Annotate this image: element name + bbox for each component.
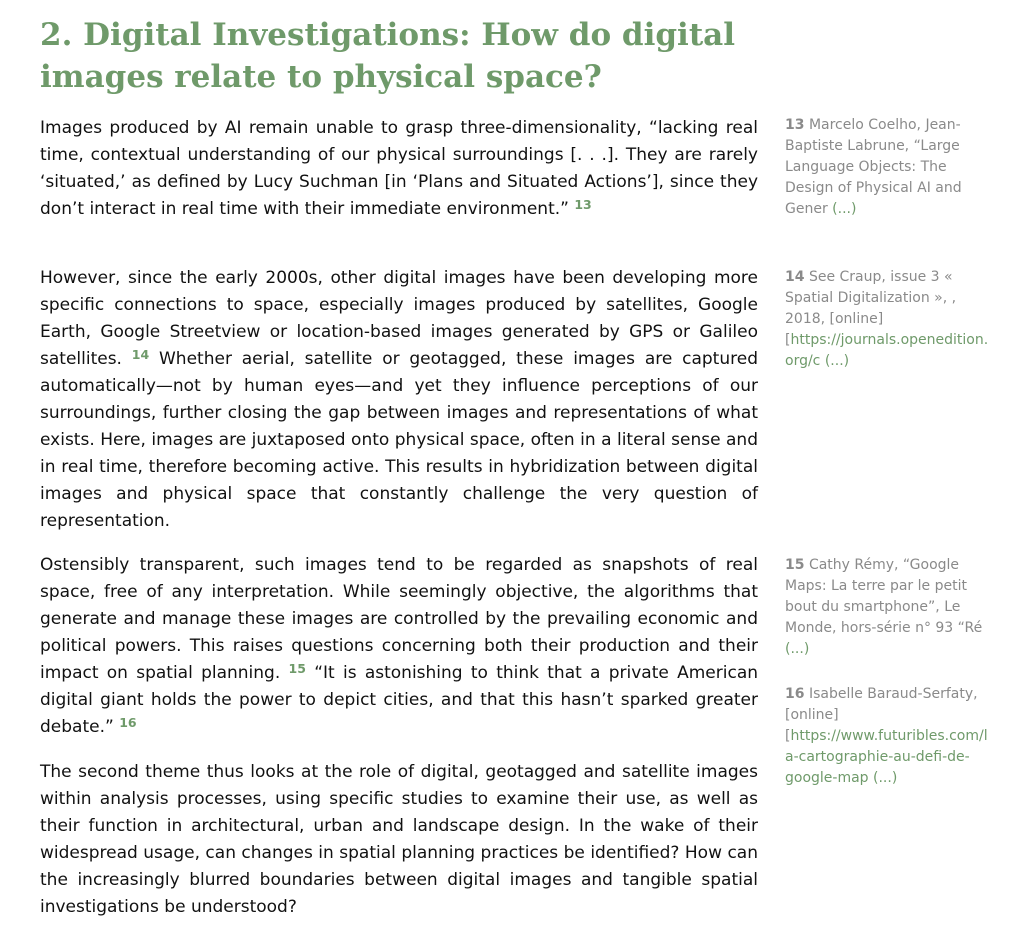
footnote-ref-13[interactable]: 13 bbox=[574, 197, 592, 212]
note-url-link[interactable]: https://www.futuribles.com/la-cartographie-au-defi-de-google-map bbox=[785, 728, 988, 786]
paragraph-2 bbox=[40, 265, 758, 535]
note-number: 15 bbox=[785, 557, 805, 573]
note-text: Isabelle Baraud-Serfaty, [online] [ bbox=[785, 686, 978, 744]
note-number: 14 bbox=[785, 269, 805, 285]
note-more-link[interactable]: (...) bbox=[824, 353, 850, 369]
section-heading: 2. Digital Investigations: How do digital images relate to physical space? bbox=[40, 17, 736, 95]
note-url-link[interactable]: https://journals.openedition.org/c bbox=[785, 332, 989, 369]
sidenote-15 bbox=[785, 555, 990, 660]
sidenote-14 bbox=[785, 267, 990, 372]
paragraph-1 bbox=[40, 115, 758, 223]
note-number: 13 bbox=[785, 117, 805, 133]
note-text: Marcelo Coelho, Jean-Baptiste Labrune, “Large Language Objects: The Design of Physical AI and Gener bbox=[785, 117, 962, 217]
sidenote-16 bbox=[785, 684, 990, 789]
paragraph-text: Images produced by AI remain unable to grasp three-dimensionality, “lacking real time, contextual understanding of our physical surroundings [. . .]. They are rarely ‘situated,’ as defined by Lucy Suchman [in ‘Plans and Situated Actions’], since they don’t interact in real time with their immediate environment.” bbox=[40, 118, 758, 219]
paragraph-text: “It is astonishing to think that a private American digital giant holds the power to depict cities, and that this hasn’t sparked greater debate.” bbox=[40, 663, 759, 737]
sidenote-13 bbox=[785, 115, 990, 220]
paragraph-text: Whether aerial, satellite or geotagged, these images are captured automatically—not by human eyes—and yet they influence perceptions of our surroundings, further closing the gap between images and representations of what exists. Here, images are juxtaposed onto physical space, often in a literal sense and in real time, therefore becoming active. This results in hybridization between digital images and physical space that constantly challenge the very question of representation. bbox=[40, 349, 758, 531]
paragraph-text: Ostensibly transparent, such images tend to be regarded as snapshots of real space, free of any interpretation. While seemingly objective, the algorithms that generate and manage these images are controlled by the prevailing economic and political powers. This raises questions concerning both their production and their impact on spatial planning. bbox=[40, 555, 758, 683]
footnote-ref-16[interactable]: 16 bbox=[119, 715, 137, 730]
footnote-ref-15[interactable]: 15 bbox=[288, 661, 306, 676]
note-more-link[interactable]: (...) bbox=[873, 770, 898, 786]
footnote-ref-14[interactable]: 14 bbox=[131, 347, 150, 362]
note-number: 16 bbox=[785, 686, 805, 702]
note-more-link[interactable]: (...) bbox=[785, 641, 810, 657]
note-text: Cathy Rémy, “Google Maps: La terre par le petit bout du smartphone”, Le Monde, hors-série n° 93 “Ré bbox=[785, 557, 983, 636]
note-more-link[interactable]: (...) bbox=[832, 201, 857, 217]
note-text: See Craup, issue 3 « Spatial Digitalization », , 2018, [online] [ bbox=[785, 269, 957, 348]
paragraph-3 bbox=[40, 552, 758, 741]
paragraph-4: The second theme thus looks at the role of digital, geotagged and satellite images within analysis processes, using specific studies to examine their use, as well as their function in architectural, urban and landscape design. In the wake of their widespread usage, can changes in spatial planning practices be identified? How can the increasingly blurred boundaries between digital images and tangible spatial investigations be understood? bbox=[40, 762, 758, 917]
paragraph-text: However, since the early 2000s, other digital images have been developing more specific connections to space, especially images produced by satellites, Google Earth, Google Streetview or location-based images generated by GPS or Galileo satellites. bbox=[40, 268, 758, 369]
